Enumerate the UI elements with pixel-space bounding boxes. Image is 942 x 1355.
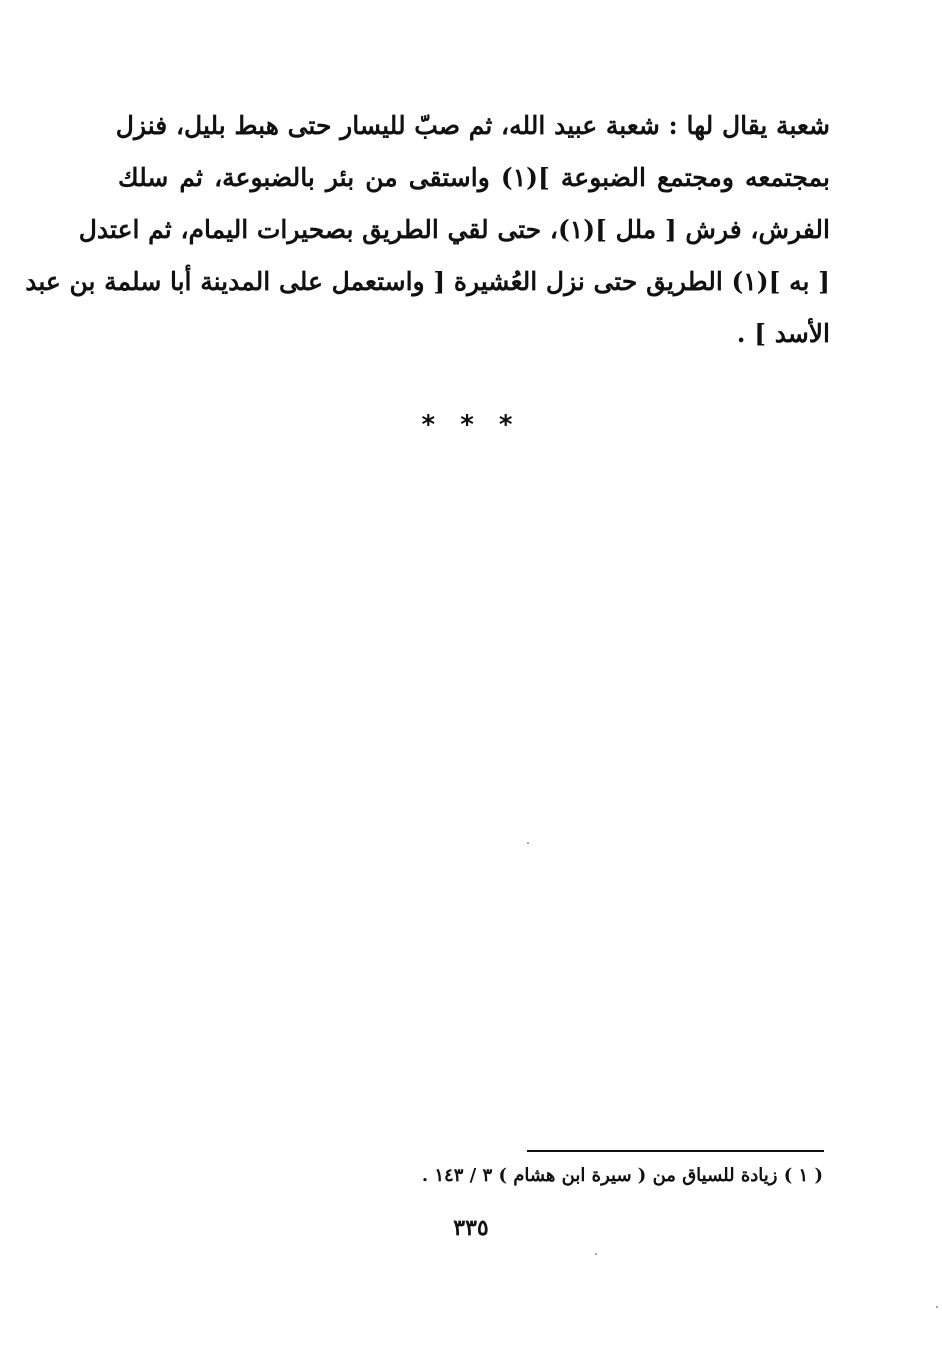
scan-speck <box>527 842 529 844</box>
paragraph-line-2: بمجتمعه ومجتمع الضبوعة ](١) واستقى من بئر بالضبوعة، ثم سلك <box>118 163 830 192</box>
scan-speck <box>936 1306 938 1308</box>
footnote-divider <box>527 1150 824 1152</box>
main-paragraph <box>25 100 830 360</box>
scan-speck <box>595 1253 597 1255</box>
page-number: ٣٣٥ <box>453 1215 489 1241</box>
paragraph-line-5: الأسد ] . <box>736 319 830 348</box>
paragraph-line-4: [ به ](١) الطريق حتى نزل العُشيرة [ واستعمل على المدينة أبا سلمة بن عبد <box>25 267 830 296</box>
paragraph-line-3: الفرش، فرش [ ملل ](١)، حتى لقي الطريق بصحيرات اليمام، ثم اعتدل <box>78 215 830 244</box>
section-separator: * * * <box>421 410 521 440</box>
paragraph-line-1: شعبة يقال لها : شعبة عبيد الله، ثم صبّ لليسار حتى هبط بليل، فنزل <box>115 111 830 140</box>
footnote: ( ١ ) زيادة للسياق من ( سيرة ابن هشام ) ٣ / ١٤٣ . <box>421 1165 823 1186</box>
